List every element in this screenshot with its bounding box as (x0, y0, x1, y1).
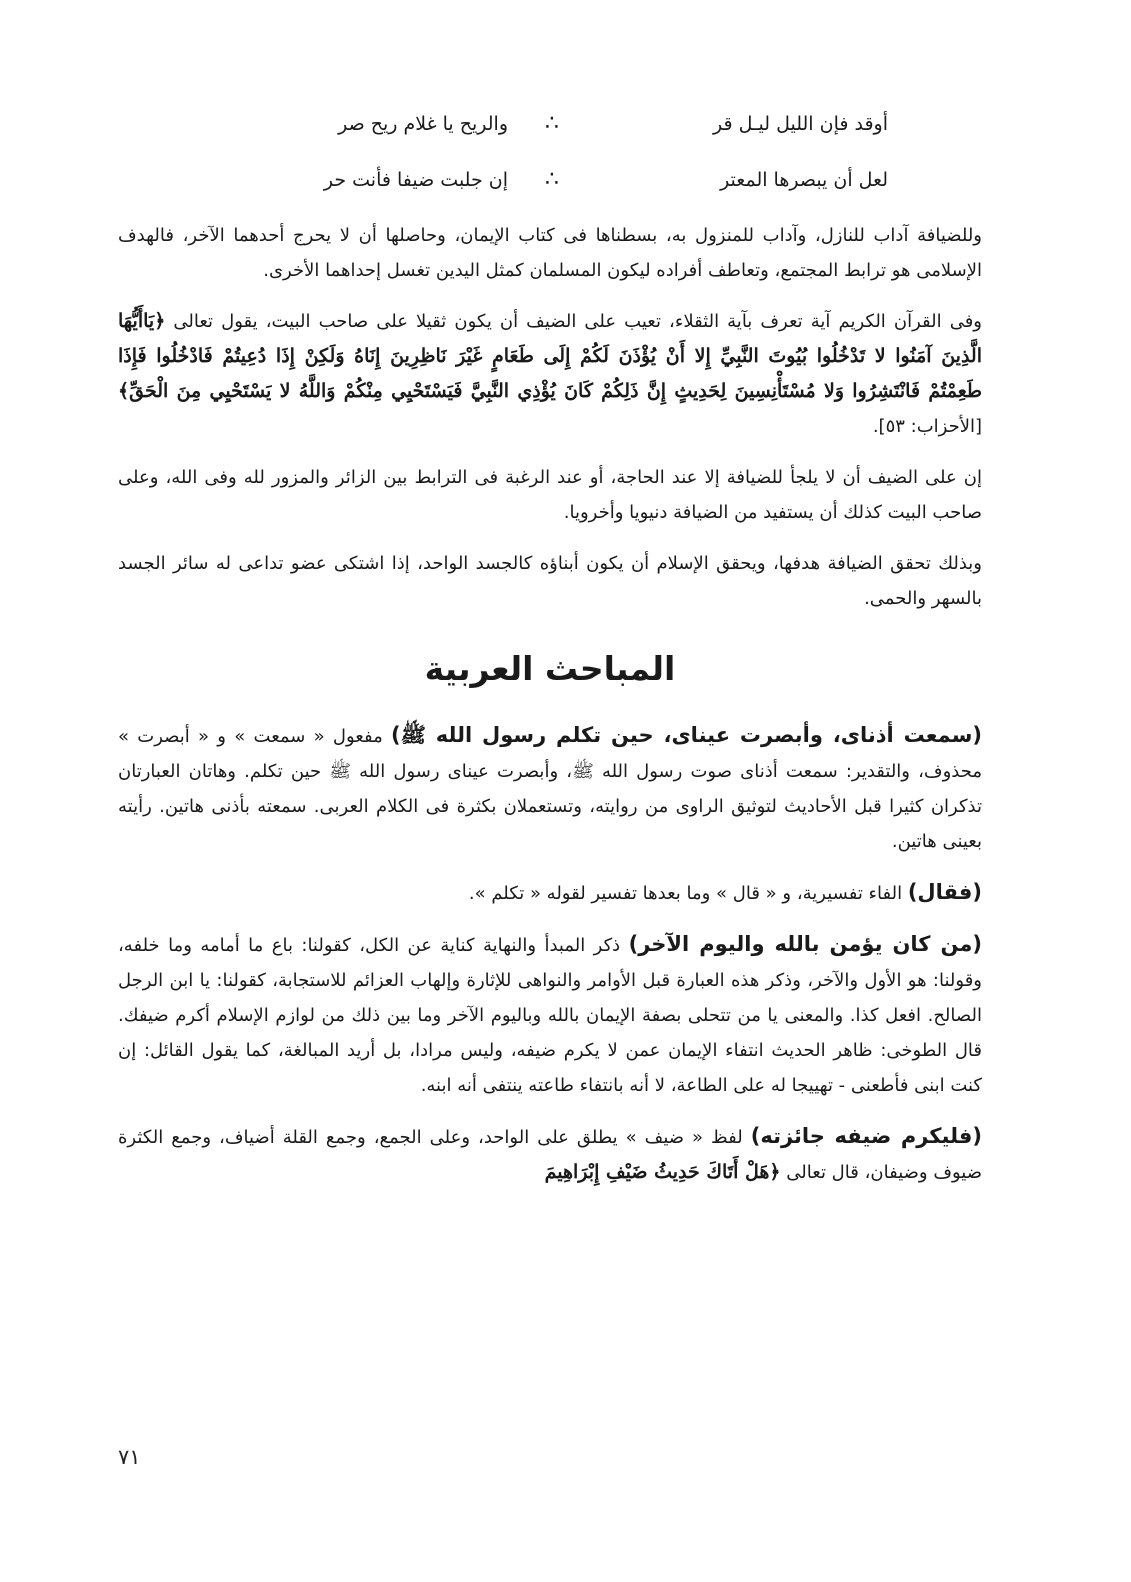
paragraph-text: لفظ « ضيف » يطلق على الواحد، وعلى الجمع، وجمع القلة أضياف، وجمع الكثرة ضيوف وضيفان، قال تعالى (118, 1127, 982, 1184)
paragraph-faqal (118, 875, 982, 911)
paragraph-guest-duty: إن على الضيف أن لا يلجأ للضيافة إلا عند الحاجة، أو عند الرغبة فى الترابط بين الزائر والمزور لله وفى الله، وعلى صاحب البيت كذلك أن يستفيد من الضيافة دنيويا وأخرويا. (118, 467, 982, 523)
paragraph-hospitality-etiquette: وللضيافة آداب للنازل، وآداب للمنزول به، بسطناها فى كتاب الإيمان، وحاصلها أن لا يحرج أحدهما الآخر، فالهدف الإسلامى هو ترابط المجتمع، وتعاطف أفراده ليكون المسلمان كمثل اليدين تغسل إحداهما الأخرى. (118, 225, 982, 281)
quran-verse: ﴿هَلْ أَتَاكَ حَدِيثُ ضَيْفِ إِبْرَاهِيمَ (544, 1161, 781, 1184)
paragraph-verse-of-guests (118, 304, 982, 444)
poem-second-hemistich: والريح يا غلام ريح صر (338, 112, 508, 135)
section-title: المباحث العربية (424, 649, 676, 688)
poem-verse-1 (118, 96, 982, 152)
paragraph-text: وفى القرآن الكريم آية تعرف بآية الثقلاء، تعيب على الضيف أن يكون ثقيلا على صاحب البيت، يقول تعالى (165, 311, 982, 332)
paragraph-honor-guest (118, 1119, 982, 1190)
paragraph-conclusion: وبذلك تحقق الضيافة هدفها، ويحقق الإسلام أن يكون أبناؤه كالجسد الواحد، إذا اشتكى عضو تداعى له سائر الجسد بالسهر والحمى. (118, 553, 982, 609)
page-content (118, 96, 982, 1190)
verse-reference: [الأحزاب: ٥٣]. (872, 416, 982, 437)
poem-separator: ∴ (545, 110, 561, 136)
lead-phrase: (من كان يؤمن بالله واليوم الآخر) (628, 932, 982, 957)
page-number: ٧١ (118, 1445, 141, 1469)
paragraph-text: مفعول « سمعت » و « أبصرت » محذوف، والتقدير: سمعت أذناى صوت رسول الله ﷺ، وأبصرت عيناى رسول الله ﷺ حين تكلم. وهاتان العبارتان تذكران كثيرا قبل الأحاديث لتوثيق الراوى من روايته، وتستعملان بكثرة فى الكلام العربى. سمعته بأذنى هاتين. رأيته بعينى هاتين. (118, 726, 982, 853)
paragraph-text: ذكر المبدأ والنهاية كناية عن الكل، كقولنا: باع ما أمامه وما خلفه، وقولنا: هو الأول والآخر، وذكر هذه العبارة قبل الأوامر والنواهى للإثارة وإلهاب العزائم للاستجابة، كقولنا: يا ابن الرجل الصالح. افعل كذا. والمعنى يا من تتحلى بصفة الإيمان بالله وباليوم الآخر وما بين ذلك من لوازم الإسلام أكرم ضيفك. قال الطوخى: ظاهر الحديث انتفاء الإيمان عمن لا يكرم ضيفه، وليس مرادا، بل أريد المبالغة، كما يقول القائل: إن كنت ابنى فأطعنى - تهييجا له على الطاعة، لا أنه بانتفاء طاعته ينتفى أنه ابنه. (118, 935, 982, 1097)
quran-verse: ﴿يَاأَيُّهَا الَّذِينَ آمَنُوا لا تَدْخُلُوا بُيُوتَ النَّبِيِّ إِلا أَنْ يُؤْذَنَ لَكُمْ إِلَى طَعَامٍ غَيْرَ نَاظِرِينَ إِنَاهُ وَلَكِنْ إِذَا دُعِيتُمْ فَادْخُلُوا فَإِذَا طَعِمْتُمْ فَانْتَشِرُوا وَلا مُسْتَأْنِسِينَ لِحَدِيثٍ إِنَّ ذَلِكُمْ كَانَ يُؤْذِي النَّبِيَّ فَيَسْتَحْيِي مِنْكُمْ وَاللَّهُ لا يَسْتَحْيِي مِنَ الْحَقِّ﴾ (118, 310, 982, 402)
paragraph-text: الفاء تفسيرية، و « قال » وما بعدها تفسير لقوله « تكلم ». (468, 883, 908, 905)
poem-second-hemistich: إن جلبت ضيفا فأنت حر (323, 168, 508, 191)
paragraph-believes-in-allah (118, 927, 982, 1103)
lead-phrase: (سمعت أذناى، وأبصرت عيناى، حين تكلم رسول الله ﷺ) (390, 723, 982, 748)
poem-first-hemistich: لعل أن يبصرها المعتر (720, 168, 888, 191)
paragraph-heard-and-saw (118, 718, 982, 859)
poem-first-hemistich: أوقد فإن الليل ليـل قر (712, 112, 888, 135)
lead-phrase: (فقال) (907, 880, 982, 905)
lead-phrase: (فليكرم ضيفه جائزته) (750, 1124, 982, 1149)
poem-verse-2 (118, 152, 982, 208)
poem-separator: ∴ (545, 166, 561, 192)
